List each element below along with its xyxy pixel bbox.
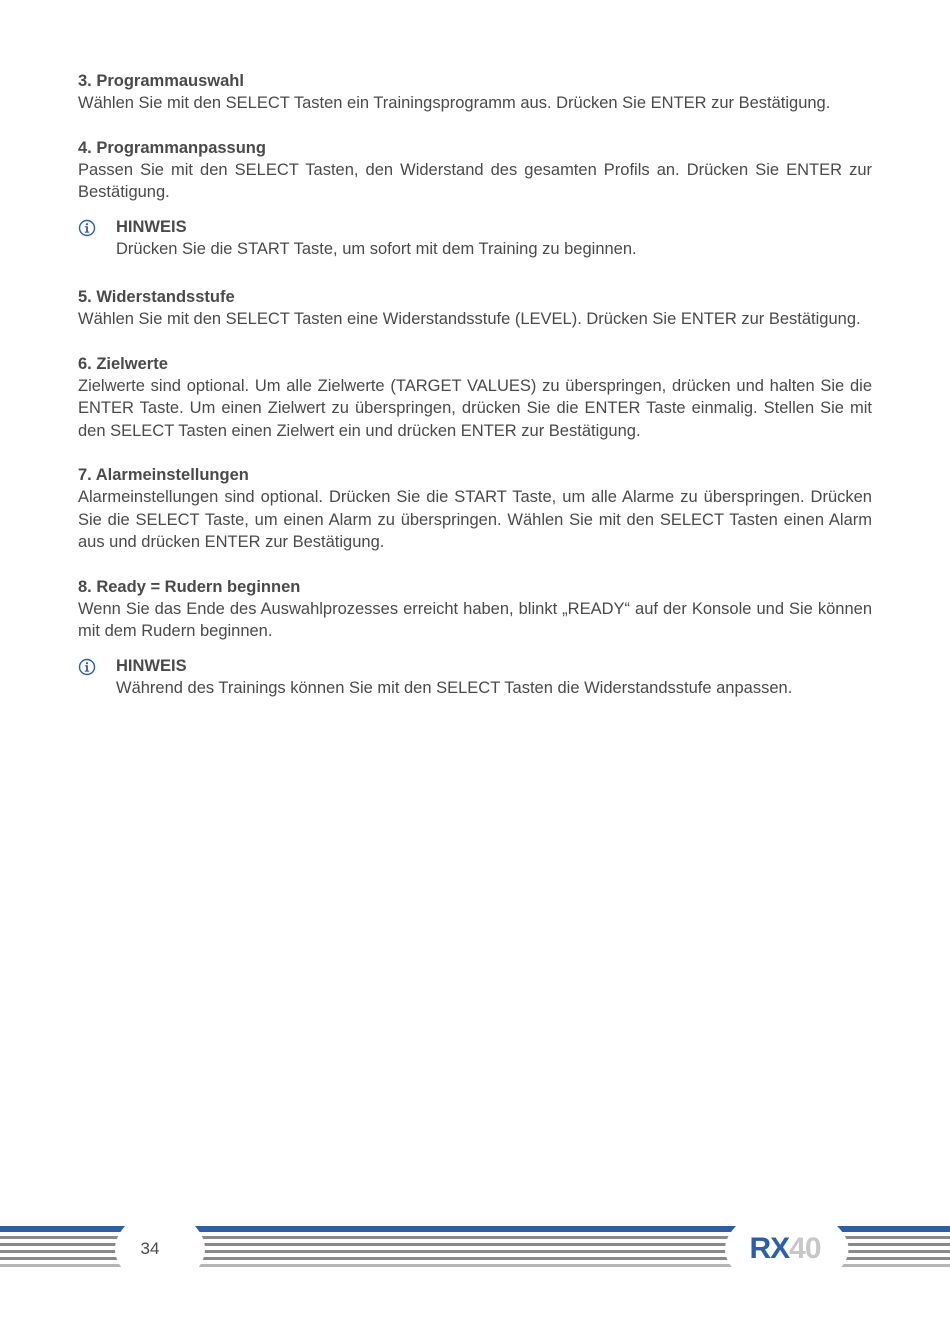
page-content (78, 70, 872, 725)
section-heading: 6. Zielwerte (78, 354, 168, 373)
section-text: Zielwerte sind optional. Um alle Zielwerte (TARGET VALUES) zu überspringen, drücken und halten Sie die ENTER Taste. Um einen Zielwert zu überspringen, drücken Sie die ENTER Taste einmalig. Stellen Sie mit den SELECT Tasten einen Zielwert ein und drücken ENTER zur Bestätigung. (78, 376, 872, 440)
section-text: Wählen Sie mit den SELECT Tasten eine Widerstandsstufe (LEVEL). Drücken Sie ENTER zur Bestätigung. (78, 310, 861, 328)
brand-logo (720, 1226, 850, 1272)
section-heading: 4. Programmanpassung (78, 138, 266, 157)
section-zielwerte (78, 353, 872, 443)
note-text: Während des Trainings können Sie mit den SELECT Tasten die Widerstandsstufe anpassen. (116, 678, 793, 697)
section-text: Passen Sie mit den SELECT Tasten, den Widerstand des gesamten Profils an. Drücken Sie ENTER zur Bestätigung. (78, 160, 872, 201)
section-heading: 7. Alarmeinstellungen (78, 466, 249, 484)
section-programmauswahl (78, 70, 872, 115)
section-heading: 8. Ready = Rudern beginnen (78, 577, 301, 596)
note-box (78, 216, 872, 261)
section-ready (78, 576, 872, 643)
section-text: Alarmeinstellungen sind optional. Drücken Sie die START Taste, um alle Alarme zu überspringen. Drücken Sie die SELECT Taste, um einen Alarm zu überspringen. Wählen Sie mit den SELECT Tasten einen Alarm aus und drücken ENTER zur Bestätigung. (78, 488, 872, 551)
section-heading: 5. Widerstandsstufe (78, 288, 235, 306)
note-text: Drücken Sie die START Taste, um sofort mit dem Training zu beginnen. (116, 239, 637, 258)
section-alarmeinstellungen (78, 464, 872, 554)
brand-rx: RX (749, 1232, 790, 1265)
note-title: HINWEIS (116, 656, 187, 675)
page-number: 34 (140, 1239, 160, 1258)
section-text: Wenn Sie das Ende des Auswahlprozesses erreicht haben, blinkt „READY“ auf der Konsole und Sie können mit dem Rudern beginnen. (78, 599, 872, 640)
note-title: HINWEIS (116, 217, 187, 236)
section-widerstandsstufe (78, 286, 872, 331)
brand-number: 40 (789, 1232, 821, 1265)
section-heading: 3. Programmauswahl (78, 72, 244, 90)
section-text: Wählen Sie mit den SELECT Tasten ein Trainingsprogramm aus. Drücken Sie ENTER zur Bestätigung. (78, 94, 831, 112)
note-box (78, 655, 872, 700)
section-programmanpassung (78, 137, 872, 204)
info-icon (78, 219, 96, 237)
info-icon (78, 658, 96, 676)
